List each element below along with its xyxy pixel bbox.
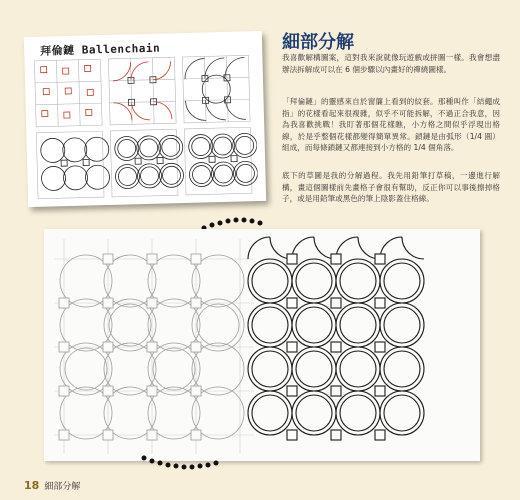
- card-title: 拜倫鏈 Ballenchain: [40, 41, 161, 58]
- step-panel-2: [108, 57, 176, 125]
- paragraph-intro: 我喜歡解構圖案，這對我來說就像玩遊戲或拼圖一樣。我會想盡辦法拆解成可以在 6 個步驟以內畫好的禪繞圖樣。: [282, 53, 500, 74]
- step-grid-illustration: [32, 53, 258, 201]
- page-footer: [24, 479, 80, 492]
- sketch-sheet: [44, 229, 480, 461]
- paragraph-ballenchain: 「拜倫鏈」的靈感來自於窗簾上看到的紋套。那種叫作「結繩成指」的花樣看起來很複雜，似乎不可能拆解，不過正合我意，因為我喜歡挑戰！我盯著那個花樣瞧，小方格之間似乎浮現出格線，於是乎整個花樣都變得簡單異常。鎖鏈是由弧形（1/4 圓）組成，而每條鎖鏈又都連接到小方格的 1/4 個角落。: [282, 97, 500, 152]
- ballenchain-sketch: [44, 229, 480, 461]
- paragraph-sketch: 底下的草圖是我的分解過程。我先用鉛筆打草稿，一邊進行解構，畫這個圖樣前先畫格子會很有幫助，反正你可以事後擦掉格子，或是用鉛筆或黑色的筆上陰影蓋住格線。: [282, 171, 500, 203]
- section-heading: 細部分解: [282, 32, 354, 53]
- footer-section-label: 細部分解: [44, 482, 81, 492]
- decorative-dots-bottom: [140, 452, 230, 474]
- step-panel-3: [182, 55, 250, 123]
- ballenchain-step-card: [24, 31, 266, 207]
- page-number: 18: [24, 479, 40, 492]
